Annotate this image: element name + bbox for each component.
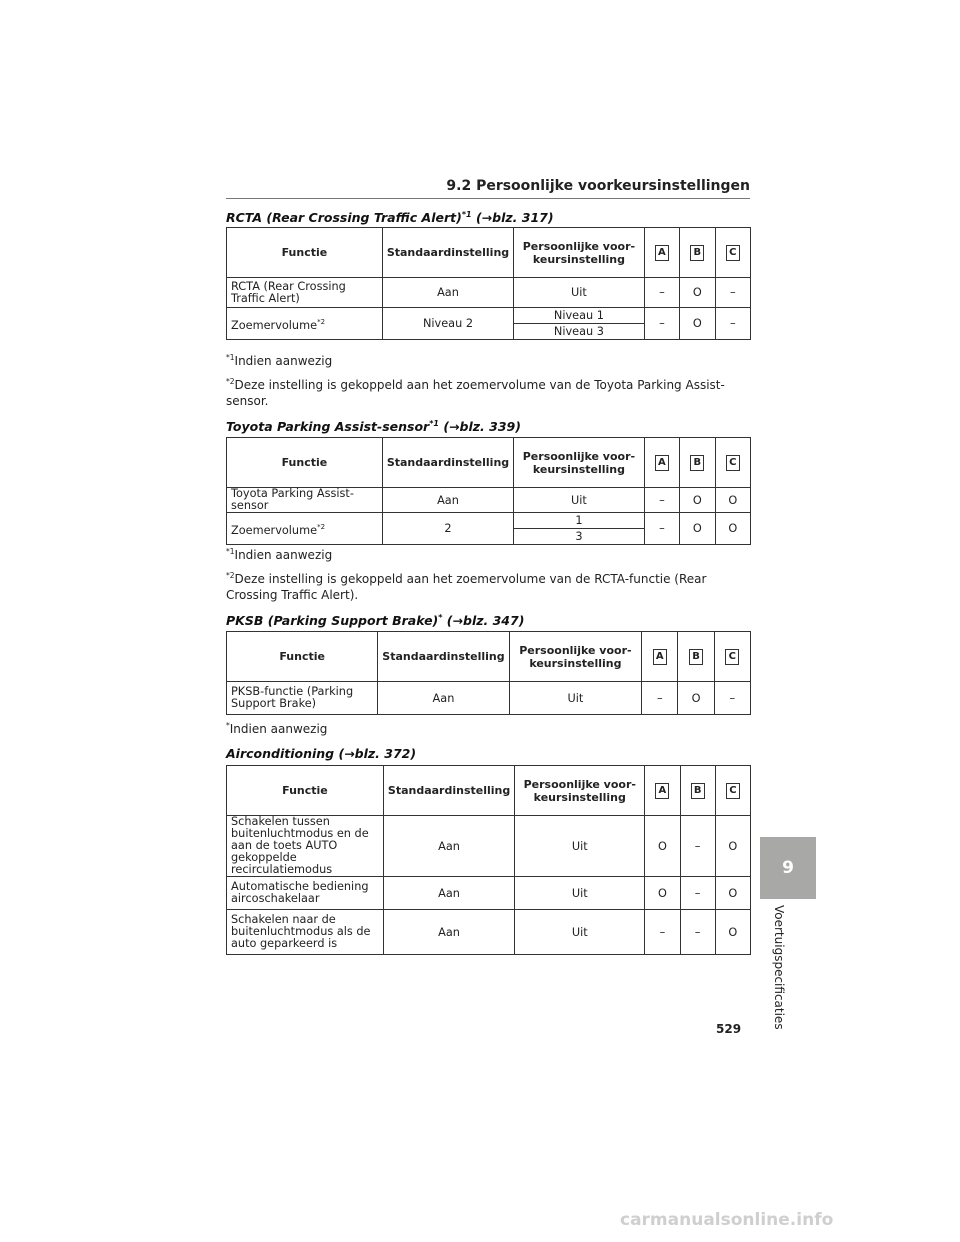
footnote: $^{*1}$Indien aanwezig: [226, 353, 333, 368]
table-row: [227, 308, 751, 340]
table-cell: Zoemervolume$^{*2}$: [227, 308, 383, 340]
table-row: [227, 513, 751, 545]
airco-table: [226, 765, 751, 955]
table-row: [227, 278, 751, 308]
watermark: carmanualsonline.info: [620, 1210, 834, 1230]
table-header-cell: Persoonlijke voor- keursinstelling: [515, 766, 645, 816]
table-cell: –: [644, 278, 679, 308]
col-functie: Functie: [227, 228, 383, 278]
table-cell: –: [645, 910, 680, 955]
footnote: *Indien aanwezig: [226, 721, 328, 736]
table-cell: O: [680, 308, 715, 340]
table-cell: Schakelen naar de buitenluchtmodus als de auto geparkeerd is: [227, 910, 384, 955]
table-row: [227, 816, 751, 877]
section-title-pksb: PKSB (Parking Support Brake)* (→blz. 347): [226, 613, 525, 629]
table-cell: –: [680, 816, 715, 877]
table-cell: O: [715, 513, 750, 545]
table-cell: PKSB-functie (Parking Support Brake): [227, 682, 378, 715]
table-header-cell: [644, 228, 679, 278]
table-cell: O: [680, 278, 715, 308]
table-cell: Aan: [383, 910, 514, 955]
table-cell: Toyota Parking Assist-sensor: [227, 488, 383, 513]
footnote: $^{*1}$Indien aanwezig: [226, 547, 333, 562]
table-cell: O: [680, 488, 715, 513]
col-c: C: [726, 245, 740, 261]
table-cell: O: [715, 488, 750, 513]
table-row: [227, 488, 751, 513]
table-cell: Aan: [382, 278, 513, 308]
table-cell: RCTA (Rear Crossing Traffic Alert): [227, 278, 383, 308]
table-cell: Automatische bediening aircoschakelaar: [227, 877, 384, 910]
table-header-cell: [680, 228, 715, 278]
table-cell: –: [715, 278, 750, 308]
table-header-cell: [715, 228, 750, 278]
table-cell: Uit: [515, 910, 645, 955]
footnote: $^{*2}$Deze instelling is gekoppeld aan het zoemervolume van de RCTA-functie (Rear Crossing Traffic Alert).: [226, 571, 707, 602]
table-cell: O: [715, 816, 750, 877]
table-cell: Niveau 2: [382, 308, 513, 340]
table-header-cell: Standaardinstelling: [378, 632, 509, 682]
table-header-cell: B: [680, 766, 715, 816]
table-header-cell: B: [678, 632, 714, 682]
table-cell: Uit: [509, 682, 642, 715]
table-cell: O: [715, 910, 750, 955]
table-cell: Zoemervolume$^{*2}$: [227, 513, 383, 545]
rcta-table: [226, 227, 751, 340]
table-cell: Uit: [514, 278, 645, 308]
table-cell: Uit: [515, 877, 645, 910]
table-cell: Aan: [382, 488, 513, 513]
parking-assist-table: [226, 437, 751, 545]
table-cell: –: [715, 308, 750, 340]
table-header-cell: C: [714, 632, 750, 682]
page-header: 9.2 Persoonlijke voorkeursinstellingen: [226, 178, 750, 199]
table-cell: –: [714, 682, 750, 715]
table-cell: Aan: [378, 682, 509, 715]
table-header-cell: Functie: [227, 632, 378, 682]
table-header-cell: Functie: [227, 438, 383, 488]
table-cell: O: [645, 877, 680, 910]
pksb-table: [226, 631, 751, 715]
chapter-label: Voertuigspecificaties: [772, 905, 786, 1030]
table-header-cell: Persoonlijke voor- keursinstelling: [509, 632, 642, 682]
table-header-cell: Persoonlijke voor- keursinstelling: [514, 438, 645, 488]
table-cell: –: [644, 488, 679, 513]
table-cell: O: [678, 682, 714, 715]
col-a: A: [655, 245, 669, 261]
table-cell: Aan: [383, 877, 514, 910]
table-cell: O: [715, 877, 750, 910]
table-cell: Uit: [514, 488, 645, 513]
table-header-cell: A: [644, 438, 679, 488]
col-standaard: Standaardinstelling: [382, 228, 513, 278]
table-cell: Schakelen tussen buitenluchtmodus en de aan de toets AUTO gekoppelde recirculatiemodus: [227, 816, 384, 877]
table-header-cell: A: [642, 632, 678, 682]
table-header-cell: B: [680, 438, 715, 488]
table-header-cell: Standaardinstelling: [382, 438, 513, 488]
table-header-cell: Standaardinstelling: [383, 766, 514, 816]
table-cell: O: [680, 513, 715, 545]
table-cell: 1 3: [514, 513, 645, 545]
table-cell: –: [644, 308, 679, 340]
table-row: [227, 682, 751, 715]
table-cell: –: [680, 910, 715, 955]
table-cell: O: [645, 816, 680, 877]
table-header-cell: C: [715, 438, 750, 488]
section-title-parking-assist: Toyota Parking Assist-sensor$^{*1}$ (→blz. 339): [226, 419, 521, 435]
table-row: [227, 877, 751, 910]
col-persoonlijk: Persoonlijke voor- keursinstelling: [514, 228, 645, 278]
table-header-cell: A: [645, 766, 680, 816]
table-header-cell: Functie: [227, 766, 384, 816]
table-cell: Uit: [515, 816, 645, 877]
table-cell: 2: [382, 513, 513, 545]
col-b: B: [690, 245, 704, 261]
footnote: $^{*2}$Deze instelling is gekoppeld aan het zoemervolume van de Toyota Parking Assist-sensor.: [226, 377, 725, 408]
table-cell: –: [680, 877, 715, 910]
table-cell: –: [644, 513, 679, 545]
section-title-airco: Airconditioning (→blz. 372): [226, 746, 417, 761]
page-number: 529: [716, 1022, 742, 1036]
table-cell: –: [642, 682, 678, 715]
table-cell: Aan: [383, 816, 514, 877]
table-row: [227, 910, 751, 955]
table-header-cell: C: [715, 766, 750, 816]
section-title-rcta: RCTA (Rear Crossing Traffic Alert)$^{*1}$ (→blz. 317): [226, 210, 554, 226]
chapter-tab: 9: [760, 837, 816, 899]
table-cell: Niveau 1 Niveau 3: [514, 308, 645, 340]
